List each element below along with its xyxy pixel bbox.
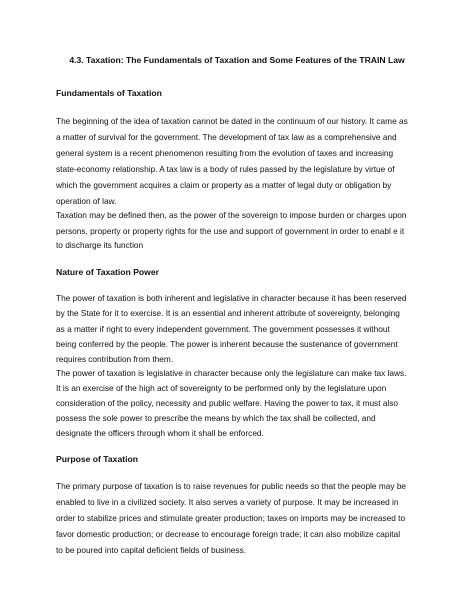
paragraph-line: general system is a recent phenomenon resulting from the evolution of taxes and increasing bbox=[56, 148, 394, 158]
paragraph-line: consideration of the policy, necessity and public welfare. Having the power to tax, it must also bbox=[56, 398, 399, 408]
document-title: 4.3. Taxation: The Fundamentals of Taxation and Some Features of the TRAIN Law bbox=[69, 55, 405, 65]
paragraph-line: a matter of survival for the government. The development of tax law as a comprehensive and bbox=[56, 132, 397, 142]
paragraph-line: by the State for it to exercise. It is an essential and inherent attribute of sovereignty, belonging bbox=[56, 308, 400, 318]
paragraph-line: which the government acquires a claim or property as a matter of legal duty or obligation by bbox=[56, 180, 392, 190]
paragraph-line: designate the officers through whom it shall be enforced. bbox=[56, 428, 264, 438]
paragraph-line: to discharge its function bbox=[56, 240, 144, 250]
section-heading-fundamentals: Fundamentals of Taxation bbox=[56, 88, 162, 98]
paragraph-line: favor domestic production; or decrease to encourage foreign trade; it can also mobilize capital bbox=[56, 529, 401, 539]
paragraph-line: It is an exercise of the high act of sovereignty to be performed only by the legislature upon bbox=[56, 383, 387, 393]
paragraph-line: state-economy relationship. A tax law is a body of rules passed by the legislature by virtue of bbox=[56, 164, 395, 174]
paragraph-line: The power of taxation is legislative in character because only the legislature can make tax laws. bbox=[56, 368, 407, 378]
paragraph-line: The beginning of the idea of taxation cannot be dated in the continuum of our history. It came as bbox=[56, 116, 408, 126]
paragraph-line: Taxation may be defined then, as the power of the sovereign to impose burden or charges upon bbox=[56, 210, 407, 220]
paragraph-line: possess the sole power to prescribe the means by which the tax shall be collected, and bbox=[56, 413, 376, 423]
paragraph-line: operation of law. bbox=[56, 196, 117, 206]
paragraph-line: to be poured into capital deficient fields of business. bbox=[56, 545, 247, 555]
paragraph-line: order to stabilize prices and stimulate greater production; taxes on imports may be increased to bbox=[56, 513, 406, 523]
paragraph-line: persons, property or property rights for the use and support of government in order to enabl e it bbox=[56, 226, 405, 236]
paragraph-line: being conferred by the people. The power is inherent because the sustenance of government bbox=[56, 339, 398, 349]
paragraph-line: The power of taxation is both inherent and legislative in character because it has been reserved bbox=[56, 293, 407, 303]
section-heading-purpose: Purpose of Taxation bbox=[56, 454, 138, 464]
section-heading-nature: Nature of Taxation Power bbox=[56, 267, 159, 277]
paragraph-line: The primary purpose of taxation is to raise revenues for public needs so that the people may be bbox=[56, 481, 407, 491]
paragraph-line: requires contribution from them. bbox=[56, 354, 174, 364]
paragraph-line: as a matter if right to every independent government. The government possesses it without bbox=[56, 324, 390, 334]
paragraph-line: enabled to live in a civilized society. It also serves a variety of purpose. It may be increased in bbox=[56, 497, 399, 507]
